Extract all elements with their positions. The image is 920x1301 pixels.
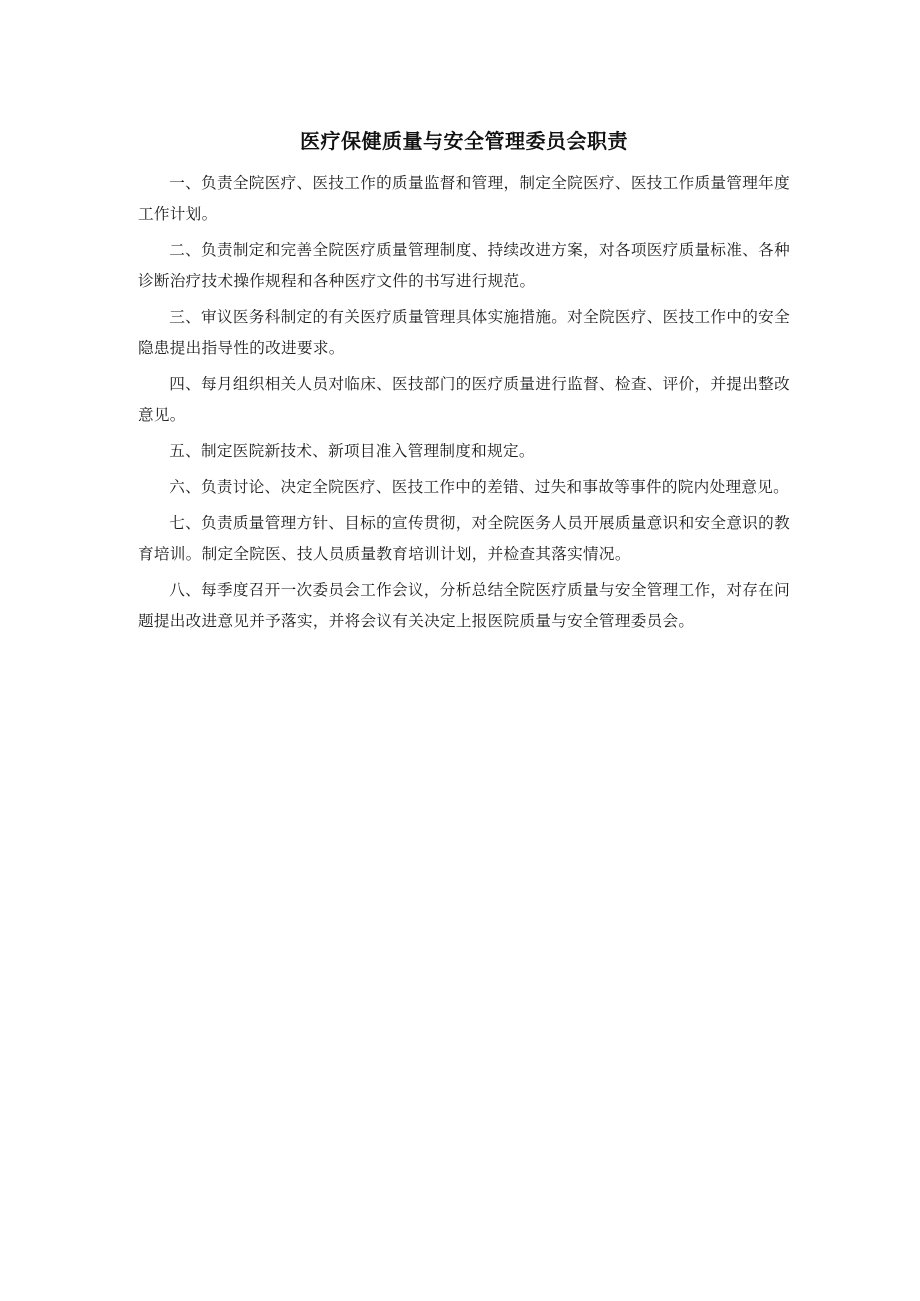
paragraph-6: 六、负责讨论、决定全院医疗、医技工作中的差错、过失和事故等事件的院内处理意见。 <box>169 478 790 496</box>
paragraph-7: 七、负责质量管理方针、目标的宣传贯彻，对全院医务人员开展质量意识和安全意识的教育培训。制定全院医、技人员质量教育培训计划，并检查其落实情况。 <box>138 514 790 563</box>
document-body <box>138 124 790 642</box>
paragraph-2: 二、负责制定和完善全院医疗质量管理制度、持续改进方案，对各项医疗质量标准、各种诊断治疗技术操作规程和各种医疗文件的书写进行规范。 <box>138 241 790 290</box>
paragraph-3: 三、审议医务科制定的有关医疗质量管理具体实施措施。对全院医疗、医技工作中的安全隐患提出指导性的改进要求。 <box>138 308 790 357</box>
paragraph-4: 四、每月组织相关人员对临床、医技部门的医疗质量进行监督、检查、评价，并提出整改意见。 <box>138 375 790 424</box>
paragraph-8: 八、每季度召开一次委员会工作会议，分析总结全院医疗质量与安全管理工作，对存在问题提出改进意见并予落实，并将会议有关决定上报医院质量与安全管理委员会。 <box>138 581 790 630</box>
paragraph-1: 一、负责全院医疗、医技工作的质量监督和管理，制定全院医疗、医技工作质量管理年度工作计划。 <box>138 174 790 223</box>
page-title: 医疗保健质量与安全管理委员会职责 <box>300 129 628 153</box>
paragraph-5: 五、制定医院新技术、新项目准入管理制度和规定。 <box>169 442 535 460</box>
